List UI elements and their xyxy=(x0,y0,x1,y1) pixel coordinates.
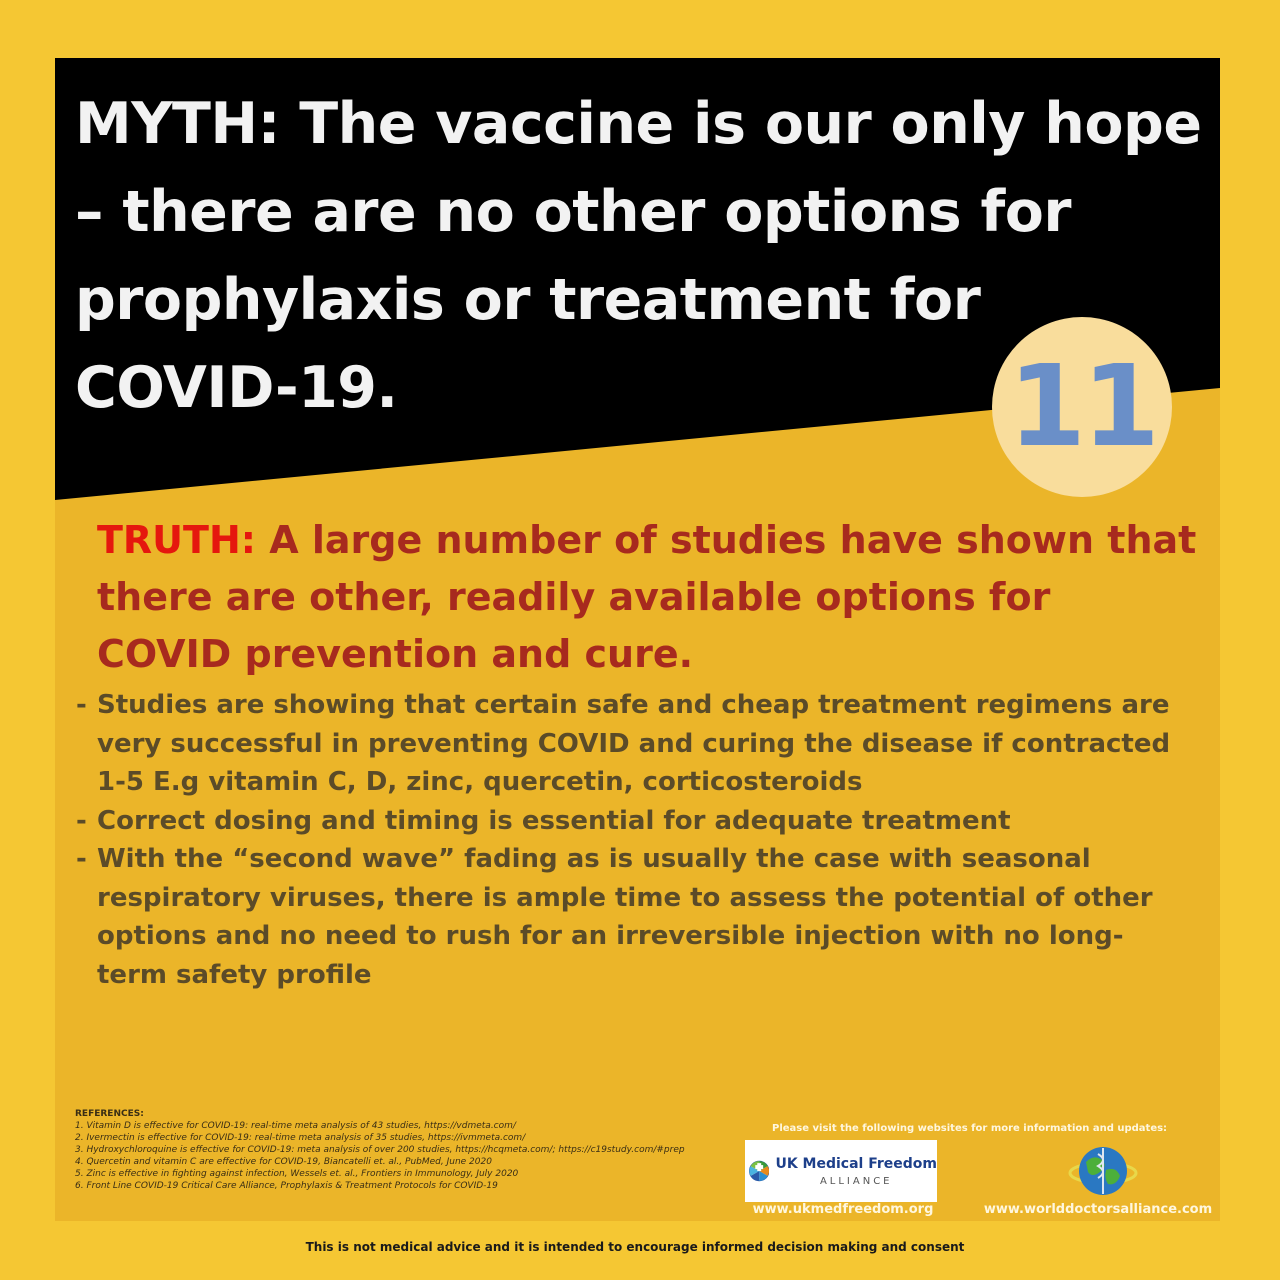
myth-label: MYTH: xyxy=(75,91,280,157)
badge-number: 11 xyxy=(1008,342,1156,472)
list-item xyxy=(76,840,1186,994)
reference-item: 6. Front Line COVID-19 Critical Care Alliance, Prophylaxis & Treatment Protocols for COVID-19 xyxy=(75,1181,498,1191)
list-item xyxy=(76,686,1186,802)
truth-label: TRUTH: xyxy=(97,518,256,562)
ukmfa-sub: ALLIANCE xyxy=(819,1175,893,1187)
references-heading: REFERENCES: xyxy=(75,1109,144,1119)
list-item xyxy=(76,802,1186,841)
globe-icon xyxy=(1068,1140,1138,1202)
reference-item: 2. Ivermectin is effective for COVID-19: real-time meta analysis of 35 studies, https://ivmmeta.com/ xyxy=(75,1133,526,1143)
bullet-text: Correct dosing and timing is essential for adequate treatment xyxy=(97,805,1011,836)
reference-item: 3. Hydroxychloroquine is effective for COVID-19: meta analysis of over 200 studies, https://hcqmeta.com/; https://c19study.com/#prep xyxy=(75,1145,685,1155)
ukmfa-shield-icon xyxy=(749,1143,769,1199)
truth-heading xyxy=(97,512,1197,683)
references xyxy=(75,1108,685,1192)
ukmfa-name: UK Medical Freedom xyxy=(775,1155,937,1172)
reference-item: 4. Quercetin and vitamin C are effective for COVID-19, Biancatelli et. al., PubMed, June 2020 xyxy=(75,1157,492,1167)
reference-item: 5. Zinc is effective in fighting against infection, Wessels et. al., Frontiers in Immunology, July 2020 xyxy=(75,1169,519,1179)
number-badge xyxy=(992,317,1172,497)
bullet-text: With the “second wave” fading as is usually the case with seasonal respiratory viruses, there is ample time to assess the potential of other options and no need to rush for an irreversible injection with no long-term safety profile xyxy=(97,844,1153,990)
ukmfa-logo[interactable] xyxy=(745,1140,937,1202)
bullet-marker: - xyxy=(76,844,87,874)
reference-item: 1. Vitamin D is effective for COVID-19: real-time meta analysis of 43 studies, https://vdmeta.com/ xyxy=(75,1121,516,1131)
bullet-marker: - xyxy=(76,690,87,720)
bullet-text: Studies are showing that certain safe and cheap treatment regimens are very successful in preventing COVID and curing the disease if contracted 1-5 E.g vitamin C, D, zinc, quercetin, corticosteroids xyxy=(97,690,1171,797)
ukmfa-url-link[interactable]: www.ukmedfreedom.org xyxy=(752,1202,934,1217)
wda-url-link[interactable]: www.worlddoctorsalliance.com xyxy=(983,1202,1213,1217)
truth-text: A large number of studies have shown that there are other, readily available options for COVID prevention and cure. xyxy=(97,518,1197,676)
visit-text: Please visit the following websites for more information and updates: xyxy=(772,1123,1168,1134)
myth-text: The vaccine is our only hope – there are no other options for prophylaxis or treatment for COVID-19. xyxy=(75,91,1202,421)
bullet-marker: - xyxy=(76,805,87,836)
bullet-list xyxy=(76,686,1186,994)
disclaimer: This is not medical advice and it is intended to encourage informed decision making and consent xyxy=(305,1240,965,1254)
